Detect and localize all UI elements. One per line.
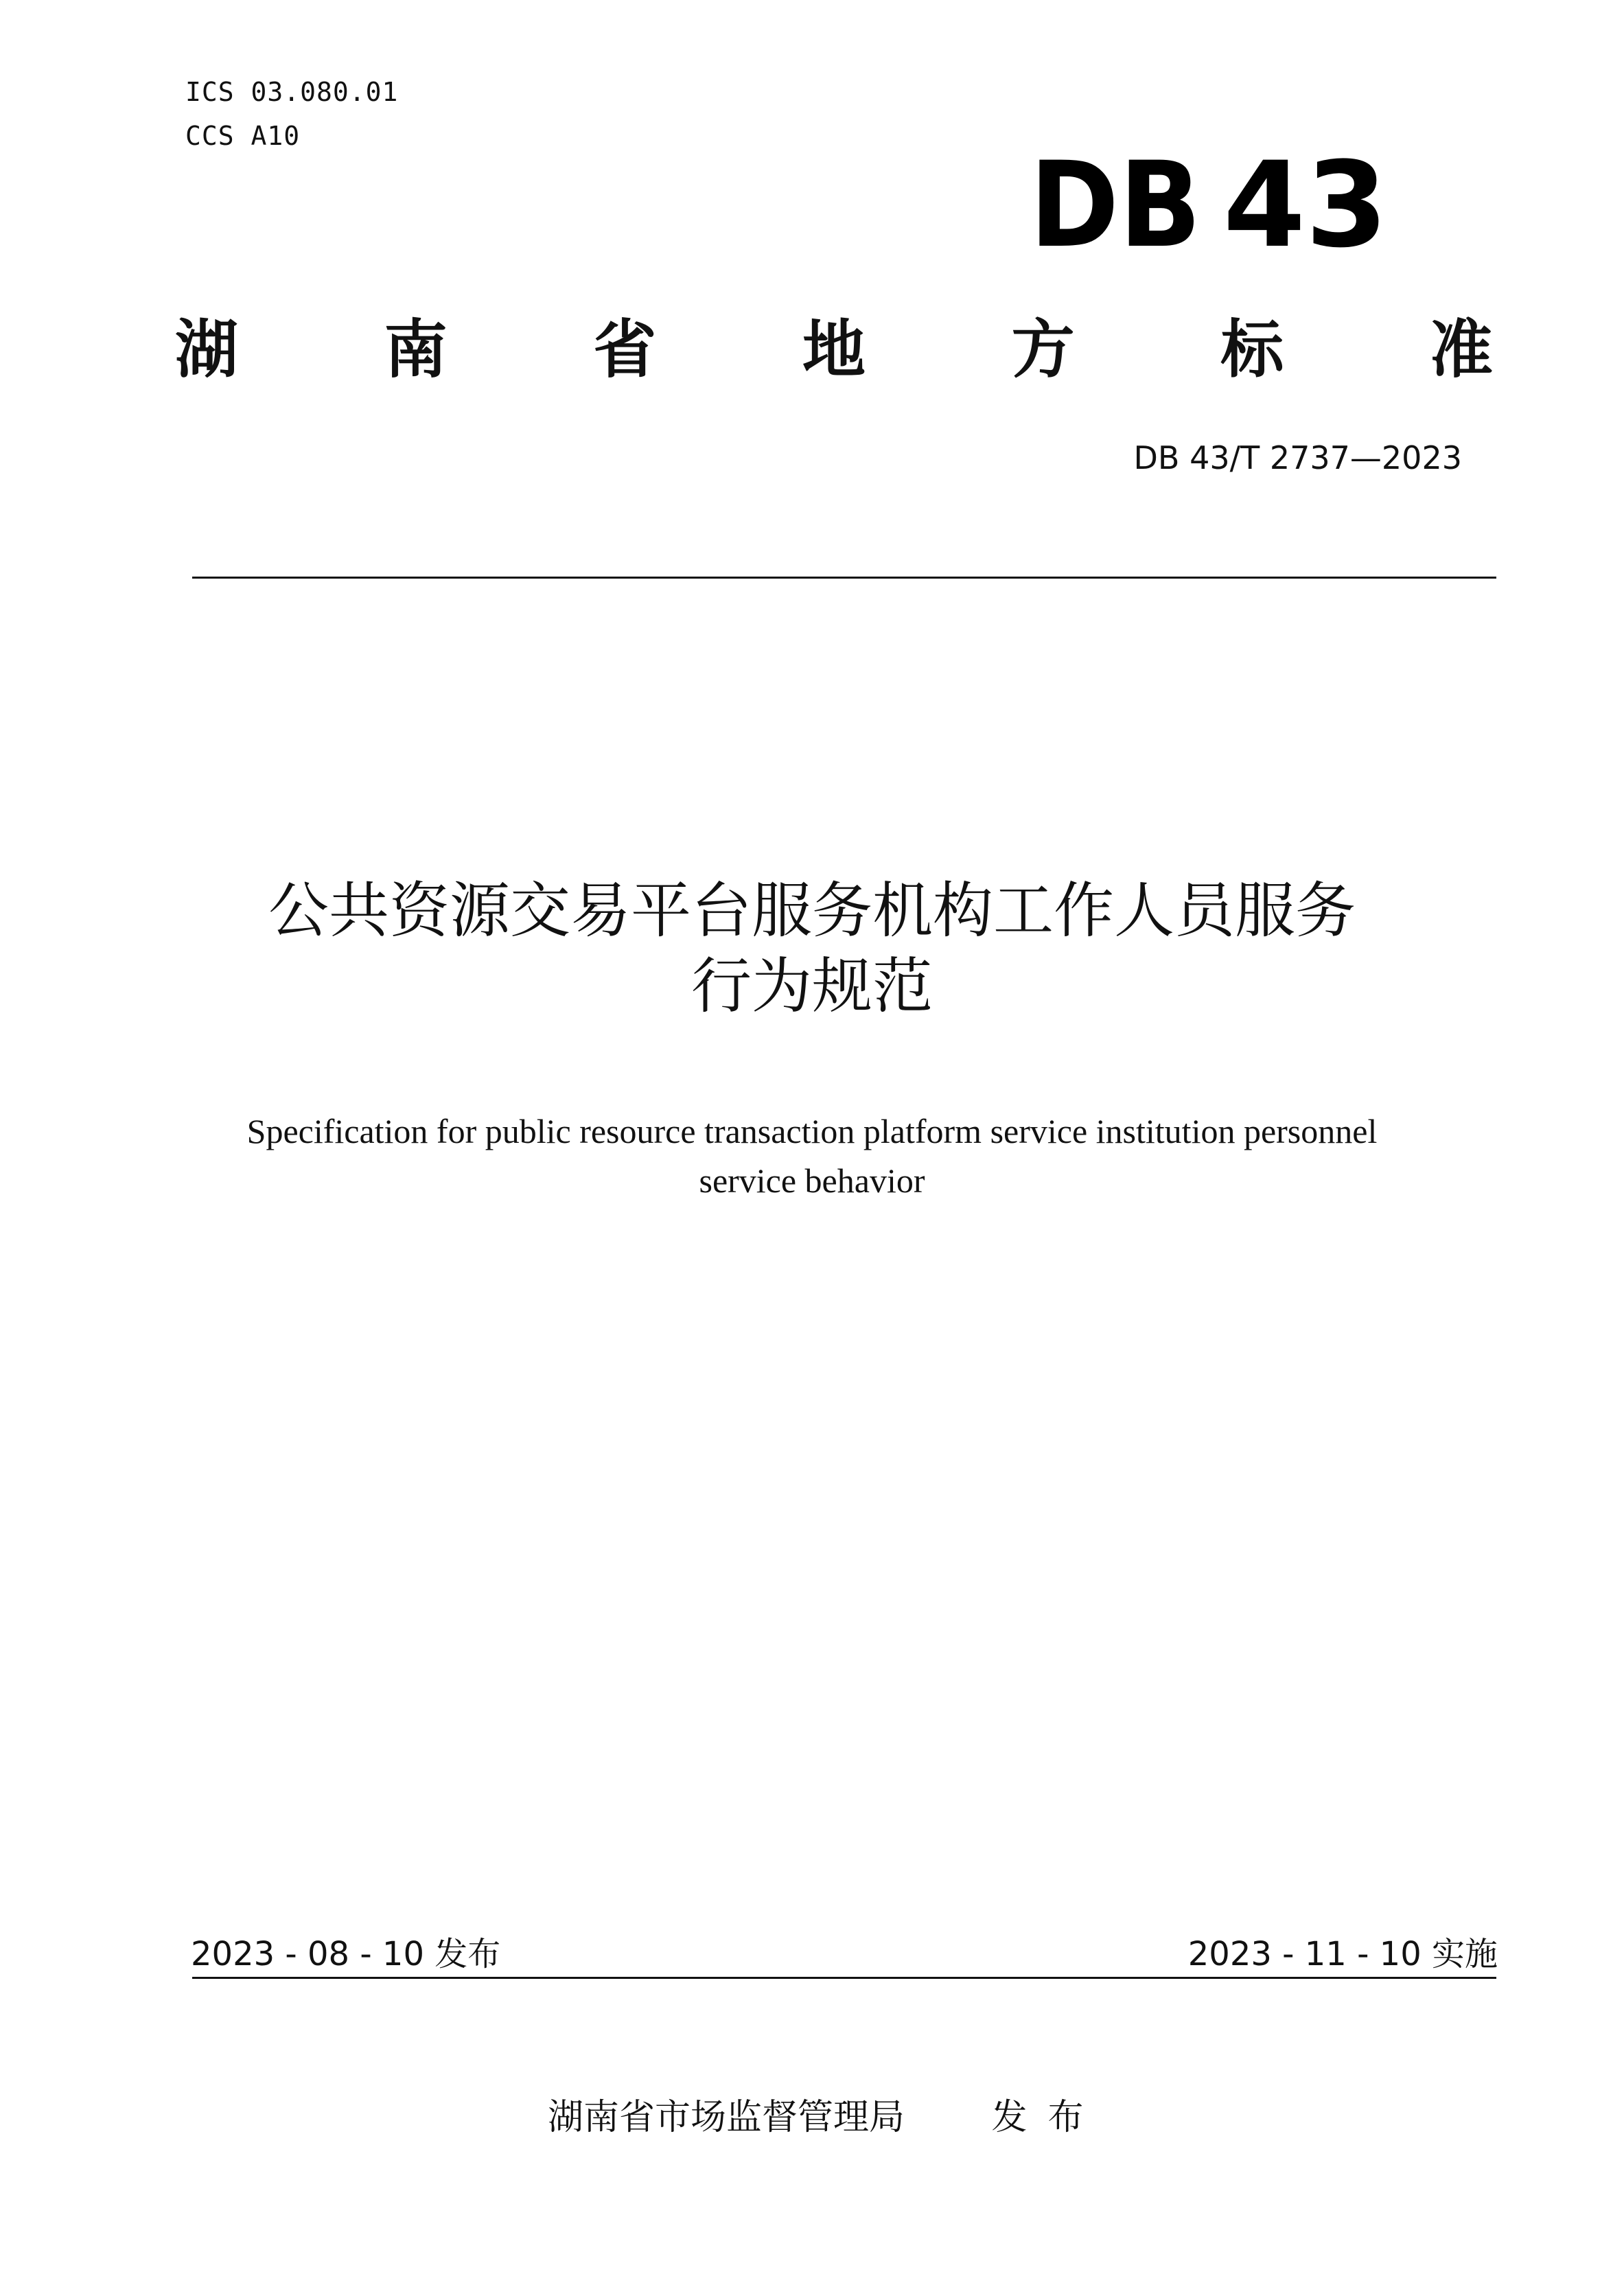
title-english [137, 1106, 1487, 1205]
implement-date: 2023 - 11 - 10 实施 [1187, 1935, 1498, 1973]
ccs-code: CCS A10 [185, 121, 301, 151]
standard-type-char: 地 [802, 313, 866, 386]
title-chinese-line: 公共资源交易平台服务机构工作人员服务 [268, 875, 1356, 946]
issuer-action: 发布 [991, 2097, 1104, 2138]
standard-type-char: 标 [1220, 313, 1284, 386]
standard-type-heading [175, 309, 1493, 391]
standard-type-char: 省 [593, 313, 657, 386]
publish-date: 2023 - 08 - 10 发布 [191, 1935, 501, 1973]
logo-letters: DB [1030, 144, 1201, 261]
ics-code: ICS 03.080.01 [185, 77, 399, 107]
title-english-line: Specification for public resource transaction platform service institution personnel [246, 1112, 1378, 1150]
issuer-name: 湖南省市场监督管理局 [548, 2097, 905, 2138]
standard-type-char: 方 [1011, 313, 1075, 386]
standard-type-char: 湖 [175, 313, 239, 386]
bottom-divider [192, 1977, 1496, 1979]
title-chinese-line: 行为规范 [691, 951, 933, 1021]
title-chinese [137, 873, 1487, 1024]
title-english-line: service behavior [699, 1161, 925, 1200]
db43-logo [1030, 144, 1400, 261]
top-divider [192, 577, 1496, 579]
issuer-line [548, 2088, 1104, 2140]
standard-type-char: 准 [1429, 313, 1493, 386]
standard-type-char: 南 [384, 313, 448, 386]
standard-number: DB 43/T 2737—2023 [1133, 439, 1462, 476]
logo-number: 43 [1223, 144, 1388, 261]
